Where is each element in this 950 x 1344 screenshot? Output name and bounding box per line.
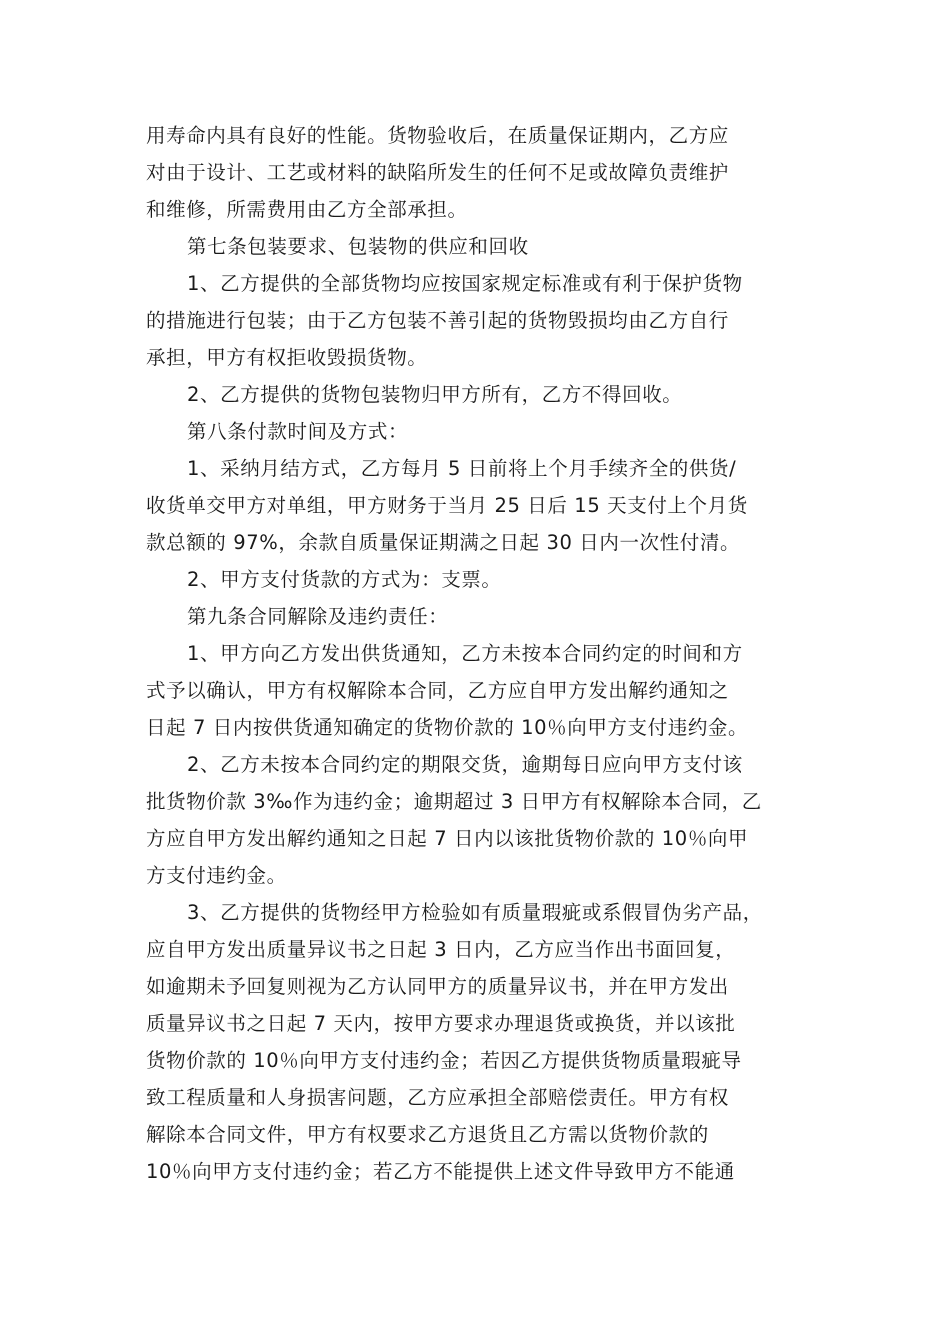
- text-line: 10％向甲方支付违约金；若乙方不能提供上述文件导致甲方不能通: [146, 1160, 735, 1183]
- text-line: 致工程质量和人身损害问题，乙方应承担全部赔偿责任。甲方有权: [146, 1086, 729, 1109]
- text-line: 货物价款的 10％向甲方支付违约金；若因乙方提供货物质量瑕疵导: [146, 1049, 742, 1072]
- text-line: 式予以确认，甲方有权解除本合同，乙方应自甲方发出解约通知之: [146, 679, 729, 702]
- text-line: 如逾期未予回复则视为乙方认同甲方的质量异议书，并在甲方发出: [146, 975, 729, 998]
- text-line: 2、甲方支付货款的方式为：支票。: [187, 568, 502, 591]
- text-line: 承担，甲方有权拒收毁损货物。: [146, 346, 428, 369]
- text-line: 应自甲方发出质量异议书之日起 3 日内，乙方应当作出书面回复，: [146, 938, 736, 961]
- text-line: 1、甲方向乙方发出供货通知，乙方未按本合同约定的时间和方: [187, 642, 743, 665]
- text-line: 1、乙方提供的全部货物均应按国家规定标准或有利于保护货物: [187, 272, 743, 295]
- text-line: 第八条付款时间及方式：: [187, 420, 409, 443]
- text-line: 的措施进行包装；由于乙方包装不善引起的货物毁损均由乙方自行: [146, 309, 729, 332]
- text-line: 对由于设计、工艺或材料的缺陷所发生的任何不足或故障负责维护: [146, 161, 729, 184]
- text-line: 第九条合同解除及违约责任：: [187, 605, 449, 628]
- text-line: 第七条包装要求、包装物的供应和回收: [187, 235, 529, 258]
- text-line: 解除本合同文件，甲方有权要求乙方退货且乙方需以货物价款的: [146, 1123, 709, 1146]
- text-line: 款总额的 97%，余款自质量保证期满之日起 30 日内一次性付清。: [146, 531, 741, 554]
- text-line: 批货物价款 3‰作为违约金；逾期超过 3 日甲方有权解除本合同，乙: [146, 790, 762, 813]
- text-line: 方应自甲方发出解约通知之日起 7 日内以该批货物价款的 10％向甲: [146, 827, 749, 850]
- text-line: 2、乙方提供的货物包装物归甲方所有，乙方不得回收。: [187, 383, 683, 406]
- text-line: 收货单交甲方对单组，甲方财务于当月 25 日后 15 天支付上个月货: [146, 494, 748, 517]
- text-line: 2、乙方未按本合同约定的期限交货，逾期每日应向甲方支付该: [187, 753, 743, 776]
- text-line: 和维修，所需费用由乙方全部承担。: [146, 198, 468, 221]
- text-line: 质量异议书之日起 7 天内，按甲方要求办理退货或换货，并以该批: [146, 1012, 736, 1035]
- contract-text-block: [146, 117, 816, 1190]
- text-line: 方支付违约金。: [146, 864, 287, 887]
- text-line: 用寿命内具有良好的性能。货物验收后，在质量保证期内，乙方应: [146, 124, 729, 147]
- text-line: 日起 7 日内按供货通知确定的货物价款的 10％向甲方支付违约金。: [146, 716, 749, 739]
- text-line: 1、采纳月结方式，乙方每月 5 日前将上个月手续齐全的供货/: [187, 457, 737, 480]
- text-line: 3、乙方提供的货物经甲方检验如有质量瑕疵或系假冒伪劣产品，: [187, 901, 763, 924]
